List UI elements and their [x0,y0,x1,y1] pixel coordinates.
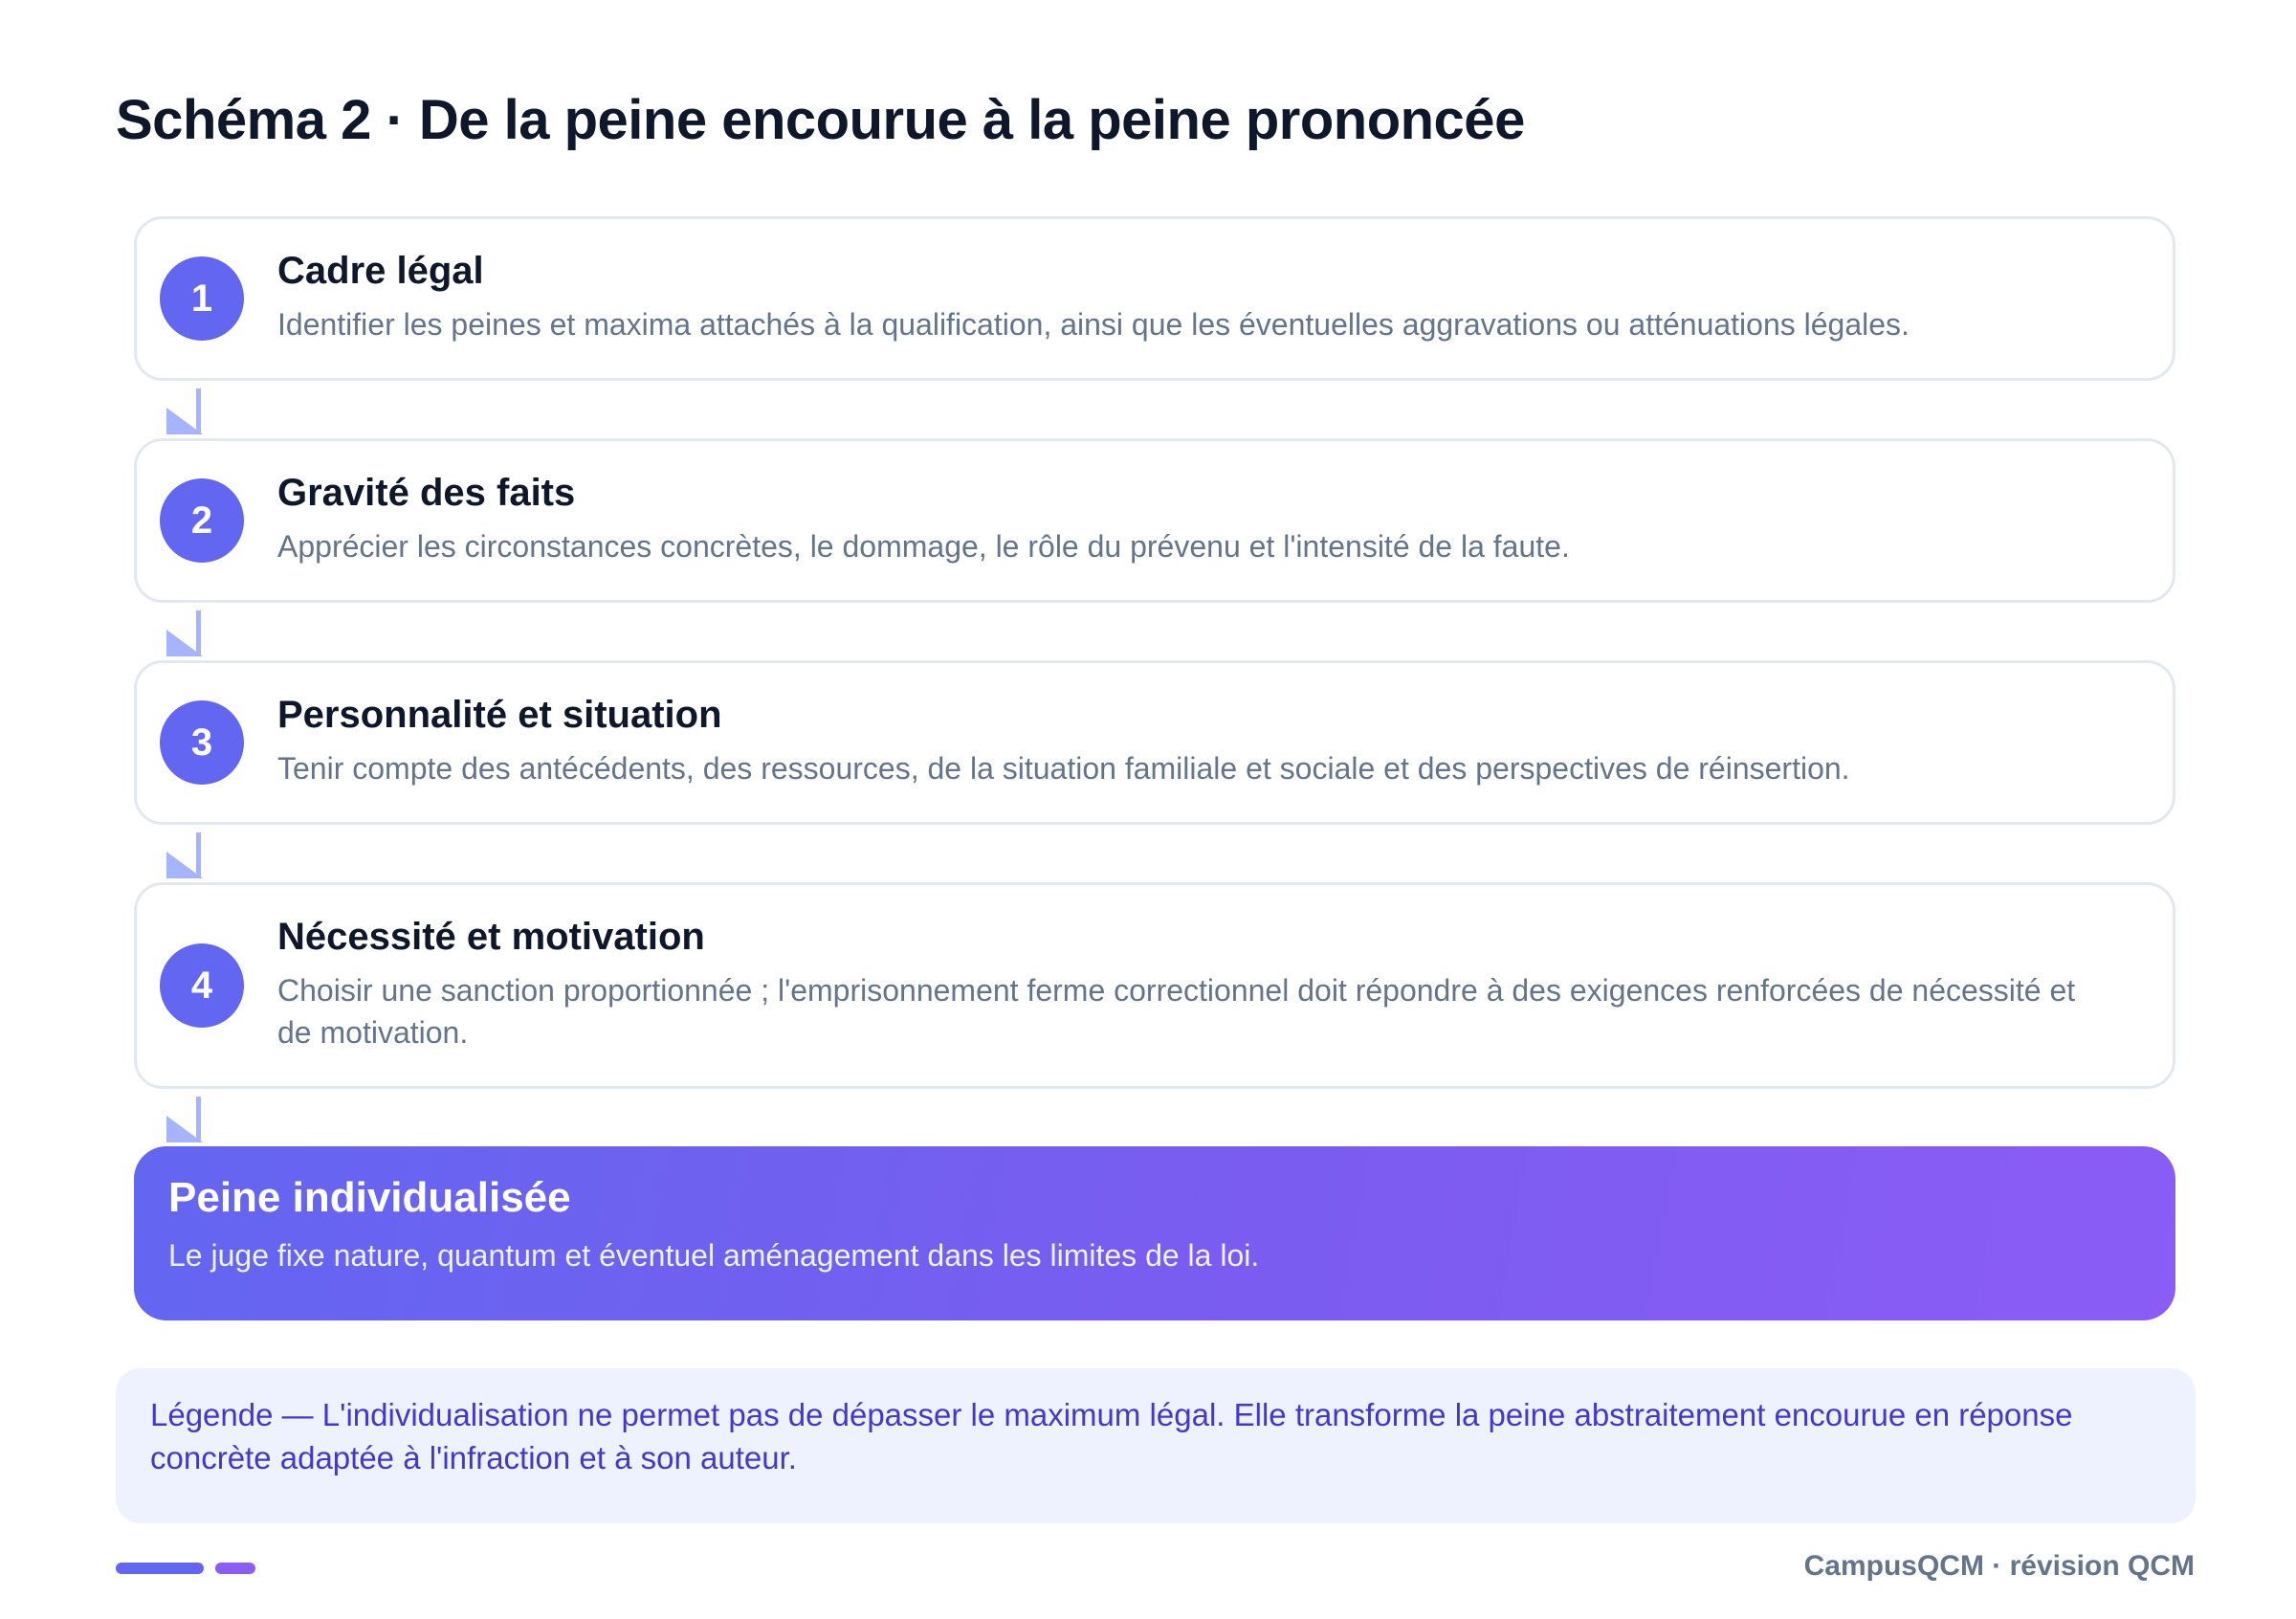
step-card-2 [134,438,2175,603]
step-heading: Cadre légal [277,250,484,292]
arrow-down-icon [166,1116,203,1142]
step-description: Tenir compte des antécédents, des ressources, de la situation familiale et sociale et des perspectives de réinsertion. [277,751,1850,786]
arrow-down-icon [166,630,203,656]
arrow-down-icon [166,852,203,878]
step-number-badge: 4 [160,943,244,1028]
arrow-connector [134,1089,2175,1146]
step-description: Apprécier les circonstances concrètes, le dommage, le rôle du prévenu et l'intensité de la faute. [277,529,1570,564]
legend-box: Légende — L'individualisation ne permet pas de dépasser le maximum légal. Elle transforme la peine abstraitement encourue en réponse concrète adaptée à l'infraction et à son auteur. [116,1368,2196,1523]
step-card-3 [134,660,2175,825]
result-heading: Peine individualisée [168,1174,571,1221]
step-number-badge: 2 [160,478,244,563]
arrow-connector [134,603,2175,660]
flow-diagram [134,216,2175,1320]
arrow-connector [134,825,2175,882]
step-number-badge: 1 [160,256,244,341]
step-heading: Gravité des faits [277,472,576,514]
step-description: Choisir une sanction proportionnée ; l'emprisonnement ferme correctionnel doit répondre à des exigences renforcées de nécessité et de motivation. [277,973,2076,1050]
result-card [134,1146,2175,1320]
step-description: Identifier les peines et maxima attachés à la qualification, ainsi que les éventuelles aggravations ou atténuations légales. [277,307,1910,342]
step-card-1 [134,216,2175,381]
result-description: Le juge fixe nature, quantum et éventuel aménagement dans les limites de la loi. [168,1238,1260,1273]
arrow-down-icon [166,408,203,434]
footer-brand: CampusQCM · révision QCM [1803,1550,2195,1582]
step-heading: Personnalité et situation [277,694,722,736]
page-title: Schéma 2 · De la peine encourue à la peine prononcée [116,89,1525,151]
step-number-badge: 3 [160,700,244,785]
step-card-4 [134,882,2175,1089]
arrow-connector [134,381,2175,438]
step-heading: Nécessité et motivation [277,916,705,958]
